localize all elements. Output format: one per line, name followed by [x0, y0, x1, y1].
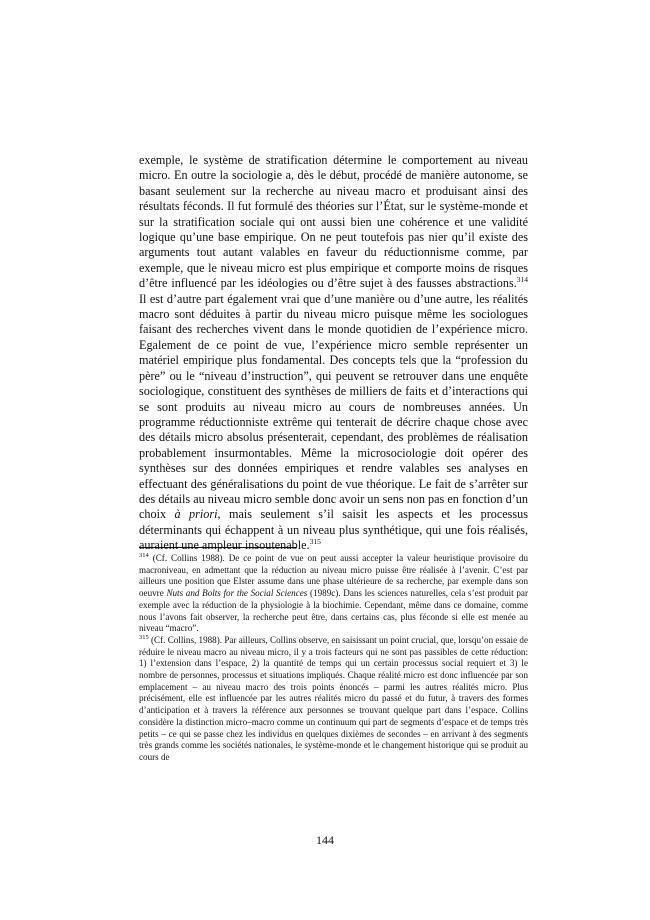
- footnote-314-text-start: (Cf. Collins 1988). De ce point de vue on peut aussi accepter la valeur heuristique provisoire du macroniveau, en admettant que la réduction au niveau micro puisse être réalisée à l’avenir. C’est par ailleurs une position que Elster assume dans une phase ultérieure de sa recherche, par exemple dans son oeuvre: [139, 553, 528, 599]
- footnote-reference-314[interactable]: 314: [516, 275, 528, 285]
- paragraph-text-part-1: exemple, le système de stratification détermine le comportement au niveau micro. En outre la sociologie a, dès le début, procédé de manière autonome, se basant seulement sur la recherche au niveau macro et produisant ainsi des résultats féconds. Il fut formulé des théories sur l’État, sur le système-monde et sur la stratification sociale qui ont aussi bien une cohérence et une validité logique qu’une base empirique. On ne peut toutefois pas nier qu’il existe des arguments tout autant valables en faveur du réductionnisme comme, par exemple, que le niveau micro est plus empirique et comporte moins de risques d’être influencé par les idéologies ou d’être sujet à des fausses abstractions.: [139, 153, 528, 291]
- italic-a-priori: à priori: [174, 507, 218, 522]
- footnote-314-text-end: (1989c). Dans les sciences naturelles, cela s’est produit par exemple avec la réduction de la physiologie à la biochimie. Cependant, même dans ce domaine, comme nous l’avons fait observer, la recherche peut être, dans certains cas, plus féconde si elle est menée au niveau “macro”.: [139, 588, 528, 634]
- paragraph-text-part-2: Il est d’autre part également vrai que d’une manière ou d’une autre, les réalités macro sont déduites à partir du niveau micro puisque même les sociologues faisant des recherches vivent dans le monde quotidien de l’expérience micro. Egalement de ce point de vue, l’expérience micro semble représenter un matériel empirique plus fondamental. Des concepts tels que la “profession du père” ou le “niveau d’instruction”, qui peuvent se retrouver dans une enquête sociologique, constituent des synthèses de milliers de faits et d’interactions qui se sont produits au niveau micro au cours de nombreuses années. Un programme réductionniste extrême qui tenterait de décrire chaque chose avec des détails micro absolus présenterait, cependant, des problèmes de réalisation probablement insurmontables. Même la microsociologie doit opérer des synthèses sur des données empiriques et rendre valables ses analyses en effectuant des généralisations du point de vue théorique. Le fait de s’arrêter sur des détails au niveau micro semble donc avoir un sens non pas en fonction d’un choix: [139, 291, 528, 522]
- footnote-reference-315[interactable]: 315: [309, 537, 321, 547]
- footnotes-block: [139, 553, 528, 764]
- main-text-block: [139, 153, 528, 554]
- footnote-separator: [139, 547, 296, 548]
- footnote-315: [139, 635, 528, 764]
- footnote-mark-315: 315: [139, 633, 149, 641]
- footnote-314: [139, 553, 528, 635]
- footnote-314-book-title: Nuts and Bolts for the Social Sciences: [166, 588, 308, 599]
- paragraph-text-part-3: , mais seulement s’il saisit les aspects et les processus déterminants qui échappent à un niveau plus synthétique, qui une fois réalisés, auraient une ampleur insoutenable.: [139, 507, 528, 553]
- page-number: 144: [316, 833, 334, 847]
- footnote-315-text: (Cf. Collins, 1988). Par ailleurs, Collins observe, en saisissant un point crucial, que, lorsqu’on essaie de réduire le niveau macro au niveau micro, il y a trois facteurs qui ne sont pas passibles de cette réduction: 1) l’extension dans l’espace, 2) la quantité de temps qui un certain processus social requiert et 3) le nombre de personnes, processus et situations impliqués. Chaque réalité micro est donc influencée par son emplacement – au niveau macro des trois points énoncés – parmi les autres réalités micro. Plus précisément, elle est influencée par les autres réalités micro du passé et du futur, à travers des formes d’anticipation et à travers la référence aux personnes se trouvant quelque part dans l’espace. Collins considère la distinction micro–macro comme un continuum qui part de segments d’espace et de temps très petits – ce qui se passe chez les individus en quelques dixièmes de secondes – en arrivant à des segments très grands comme les sociétés nationales, le système-monde et le changement historique qui se produit au cours de: [139, 634, 528, 762]
- footnote-mark-314: 314: [139, 551, 149, 559]
- main-paragraph: [139, 153, 528, 554]
